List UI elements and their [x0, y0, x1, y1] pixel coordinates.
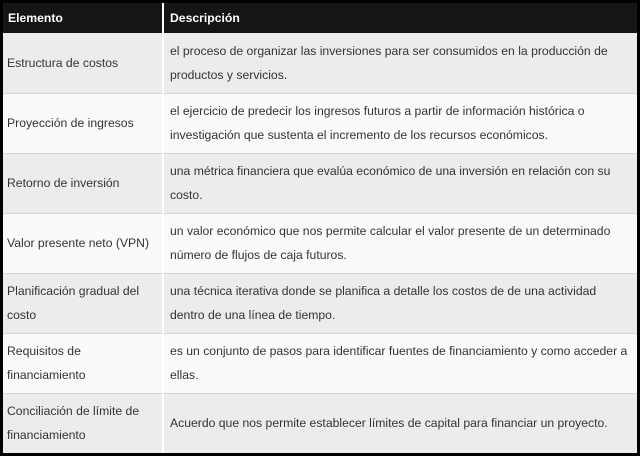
table-row [3, 33, 637, 93]
row-term: Requisitos de financiamiento [3, 333, 163, 393]
table-row [3, 393, 637, 453]
table-row [3, 273, 637, 333]
row-term: Retorno de inversión [3, 153, 163, 213]
header-row [3, 3, 637, 33]
table-row [3, 153, 637, 213]
table-body [3, 33, 637, 453]
row-term: Conciliación de límite de financiamiento [3, 393, 163, 453]
row-description: Acuerdo que nos permite establecer límites de capital para financiar un proyecto. [163, 393, 637, 453]
row-description: una métrica financiera que evalúa económico de una inversión en relación con su costo. [163, 153, 637, 213]
table-row [3, 93, 637, 153]
row-term: Valor presente neto (VPN) [3, 213, 163, 273]
row-description: el proceso de organizar las inversiones para ser consumidos en la producción de productos y servicios. [163, 33, 637, 93]
row-term: Proyección de ingresos [3, 93, 163, 153]
row-description: es un conjunto de pasos para identificar fuentes de financiamiento y como acceder a ellas. [163, 333, 637, 393]
table-row [3, 333, 637, 393]
table-header [3, 3, 637, 33]
header-term: Elemento [3, 3, 163, 33]
row-description: un valor económico que nos permite calcular el valor presente de un determinado número de flujos de caja futuros. [163, 213, 637, 273]
table-row [3, 213, 637, 273]
glossary-table [3, 3, 637, 453]
row-term: Estructura de costos [3, 33, 163, 93]
row-term: Planificación gradual del costo [3, 273, 163, 333]
row-description: el ejercicio de predecir los ingresos futuros a partir de información histórica o investigación que sustenta el incremento de los recursos económicos. [163, 93, 637, 153]
row-description: una técnica iterativa donde se planifica a detalle los costos de de una actividad dentro de una línea de tiempo. [163, 273, 637, 333]
header-description: Descripción [163, 3, 637, 33]
